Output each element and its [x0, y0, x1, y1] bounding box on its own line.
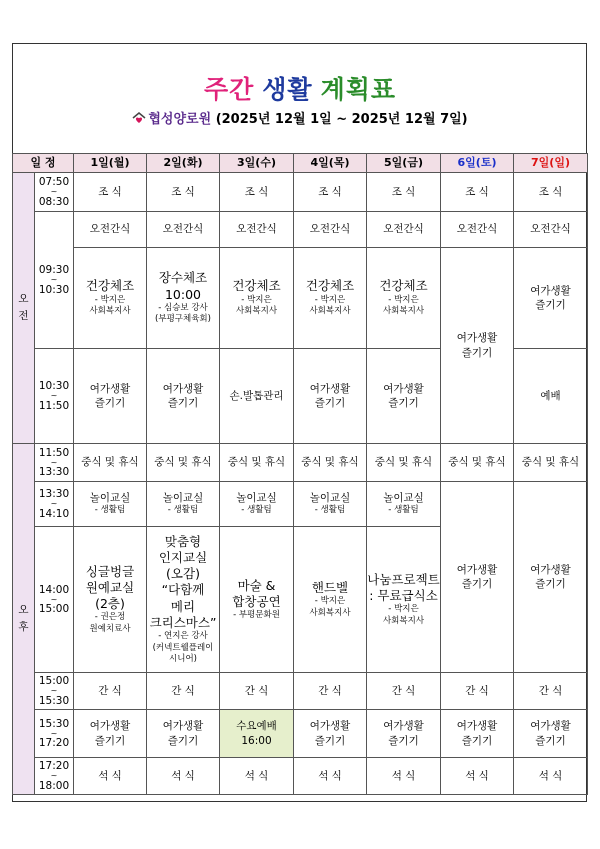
cell-tue-exercise: 장수체조 10:00 - 심승보 강사 (부평구체육회) — [147, 248, 220, 349]
cell: 여가생활 즐기기 — [74, 349, 147, 444]
cell: 여가생활 즐기기 — [367, 710, 441, 758]
cell: 중식 및 휴식 — [441, 444, 514, 482]
cell-sun-morning: 여가생활 즐기기 — [514, 248, 588, 349]
cell: 간 식 — [147, 673, 220, 710]
cell-wed-program: 마술 & 합창공연 - 부평문화원 — [220, 527, 294, 673]
cell: 중식 및 휴식 — [74, 444, 147, 482]
cell: 여가생활 즐기기 — [294, 710, 367, 758]
cell: 석 식 — [147, 758, 220, 795]
cell-sun-afternoon: 여가생활 즐기기 — [514, 482, 588, 673]
cell: 조 식 — [147, 173, 220, 212]
cell-thu-program: 핸드벨 - 박지은 사회복지사 — [294, 527, 367, 673]
date-range: (2025년 12월 1일 ~ 2025년 12월 7일) — [211, 112, 468, 127]
title-word-2: 생활 — [262, 75, 313, 104]
cell: 조 식 — [367, 173, 441, 212]
cell: 오전간식 — [74, 212, 147, 248]
header-day-4: 4일(목) — [294, 154, 367, 173]
cell: 오전간식 — [220, 212, 294, 248]
house-heart-icon — [132, 112, 146, 124]
cell: 간 식 — [220, 673, 294, 710]
cell: 간 식 — [74, 673, 147, 710]
cell-wed-handfoot: 손.발톱관리 — [220, 349, 294, 444]
cell: 조 식 — [514, 173, 588, 212]
cell: 여가생활 즐기기 — [441, 710, 514, 758]
cell: 석 식 — [220, 758, 294, 795]
time-slot: 13:30 ~ 14:10 — [35, 482, 74, 527]
cell: 석 식 — [441, 758, 514, 795]
time-slot: 15:30 ~ 17:20 — [35, 710, 74, 758]
header-day-1: 1일(월) — [74, 154, 147, 173]
cell: 여가생활 즐기기 — [147, 710, 220, 758]
cell: 조 식 — [74, 173, 147, 212]
header-row — [13, 154, 588, 173]
cell-sat-morning: 여가생활 즐기기 — [441, 248, 514, 444]
cell-sat-afternoon: 여가생활 즐기기 — [441, 482, 514, 673]
cell: 오전간식 — [147, 212, 220, 248]
cell: 석 식 — [367, 758, 441, 795]
header-schedule: 일 정 — [13, 154, 74, 173]
cell: 놀이교실 - 생활팀 — [220, 482, 294, 527]
cell: 간 식 — [514, 673, 588, 710]
cell: 조 식 — [220, 173, 294, 212]
page-title — [0, 70, 600, 106]
time-slot: 10:30 ~ 11:50 — [35, 349, 74, 444]
cell: 여가생활 즐기기 — [147, 349, 220, 444]
time-slot: 17:20 ~ 18:00 — [35, 758, 74, 795]
time-slot: 09:30 ~ 10:30 — [35, 212, 74, 349]
cell: 석 식 — [514, 758, 588, 795]
schedule-table — [12, 153, 588, 795]
cell: 오전간식 — [441, 212, 514, 248]
cell: 여가생활 즐기기 — [74, 710, 147, 758]
cell: 놀이교실 - 생활팀 — [74, 482, 147, 527]
cell-wed-worship: 수요예배 16:00 — [220, 710, 294, 758]
cell-fri-program: 나눔프로젝트 : 무료급식소 - 박지은 사회복지사 — [367, 527, 441, 673]
time-slot: 11:50 ~ 13:30 — [35, 444, 74, 482]
org-name: 협성양로원 — [148, 112, 212, 127]
cell: 간 식 — [294, 673, 367, 710]
subtitle — [0, 108, 600, 127]
cell: 중식 및 휴식 — [294, 444, 367, 482]
cell: 놀이교실 - 생활팀 — [147, 482, 220, 527]
title-word-1: 주간 — [203, 75, 255, 104]
cell: 중식 및 휴식 — [220, 444, 294, 482]
cell-mon-exercise: 건강체조 - 박지은 사회복지사 — [74, 248, 147, 349]
cell: 간 식 — [367, 673, 441, 710]
title-word-3: 계획표 — [320, 75, 397, 104]
cell: 석 식 — [74, 758, 147, 795]
cell: 중식 및 휴식 — [514, 444, 588, 482]
cell-sun-worship: 예배 — [514, 349, 588, 444]
cell: 조 식 — [441, 173, 514, 212]
cell: 여가생활 즐기기 — [367, 349, 441, 444]
header-day-6: 6일(토) — [441, 154, 514, 173]
cell: 중식 및 휴식 — [367, 444, 441, 482]
cell: 조 식 — [294, 173, 367, 212]
header-day-3: 3일(수) — [220, 154, 294, 173]
cell: 여가생활 즐기기 — [514, 710, 588, 758]
cell: 오전간식 — [514, 212, 588, 248]
cell-tue-program: 맞춤형 인지교실 (오감) “다함께 메리 크리스마스” - 연지은 강사 (커넥트웰플레이 시니어) — [147, 527, 220, 673]
cell: 놀이교실 - 생활팀 — [367, 482, 441, 527]
cell-fri-exercise: 건강체조 - 박지은 사회복지사 — [367, 248, 441, 349]
header-day-7: 7일(일) — [514, 154, 588, 173]
cell: 간 식 — [441, 673, 514, 710]
cell: 석 식 — [294, 758, 367, 795]
header-day-5: 5일(금) — [367, 154, 441, 173]
period-am: 오 전 — [13, 173, 35, 444]
header-day-2: 2일(화) — [147, 154, 220, 173]
cell: 오전간식 — [294, 212, 367, 248]
cell: 놀이교실 - 생활팀 — [294, 482, 367, 527]
cell-thu-exercise: 건강체조 - 박지은 사회복지사 — [294, 248, 367, 349]
cell: 오전간식 — [367, 212, 441, 248]
cell: 중식 및 휴식 — [147, 444, 220, 482]
cell: 여가생활 즐기기 — [294, 349, 367, 444]
time-slot: 15:00 ~ 15:30 — [35, 673, 74, 710]
cell-mon-program: 싱글벙글 원예교실 (2층) - 권은정 원예치료사 — [74, 527, 147, 673]
time-slot: 07:50 ~ 08:30 — [35, 173, 74, 212]
time-slot: 14:00 ~ 15:00 — [35, 527, 74, 673]
cell-wed-exercise: 건강체조 - 박지은 사회복지사 — [220, 248, 294, 349]
period-pm: 오 후 — [13, 444, 35, 795]
